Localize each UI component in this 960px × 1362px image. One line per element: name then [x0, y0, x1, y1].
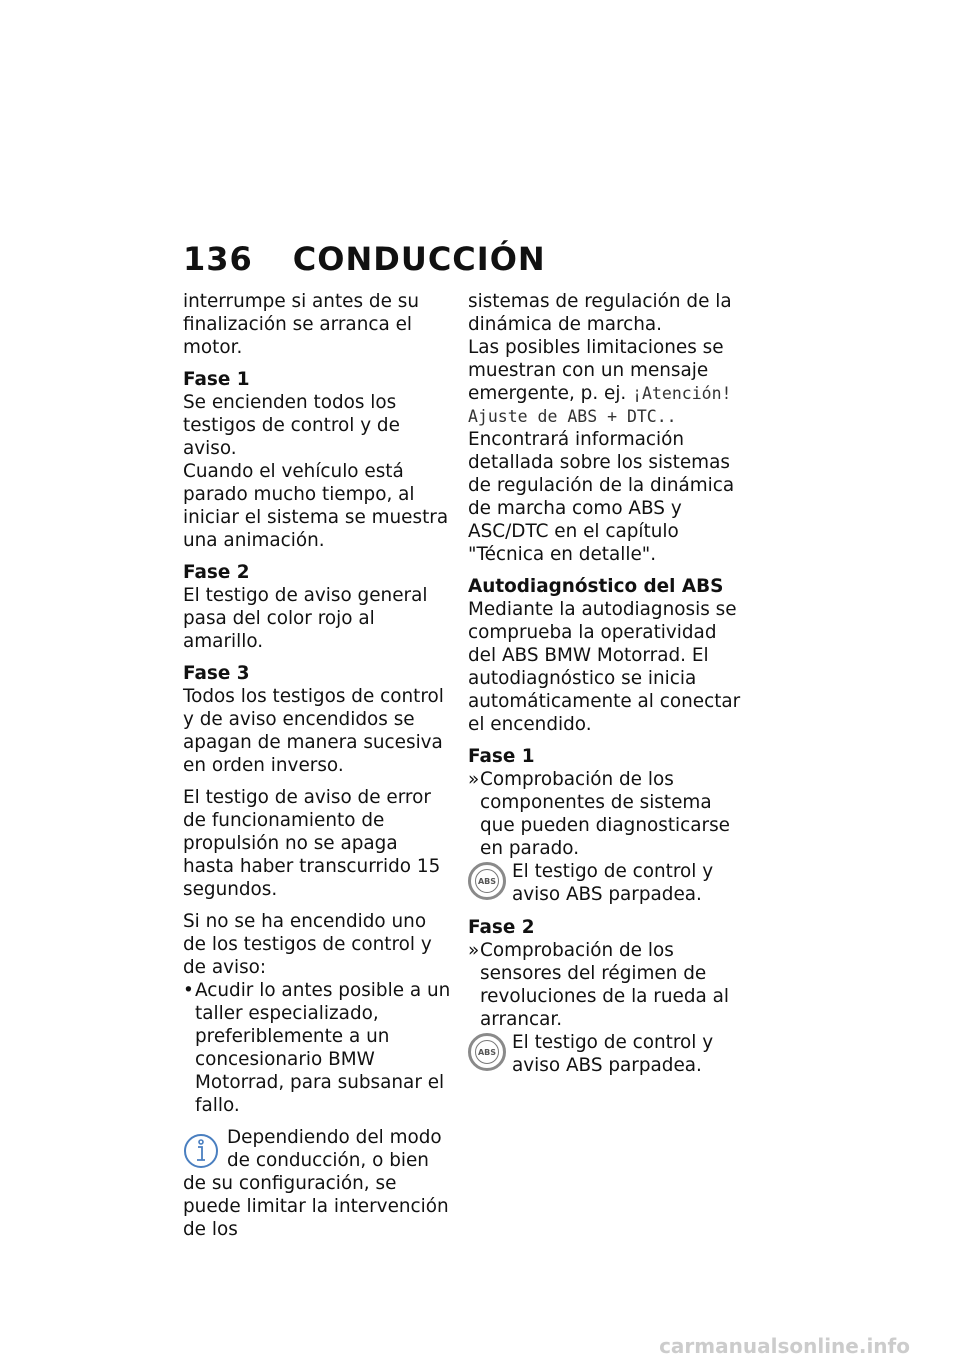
paragraph: Se encienden todos los testigos de control y de aviso.	[183, 392, 400, 459]
chapter-title: CONDUCCIÓN	[292, 240, 546, 278]
paragraph	[468, 336, 748, 428]
paragraph: Si no se ha encendido uno de los testigos de control y de aviso:	[183, 911, 432, 978]
paragraph: Cuando el vehículo está parado mucho tiempo, al iniciar el sistema se muestra una animación.	[183, 461, 449, 551]
step-item	[468, 939, 748, 1031]
paragraph-text: Las posibles limitaciones se muestran con un mensaje emergente, p. ej.	[468, 337, 724, 404]
abs-icon-label: ABS	[475, 1040, 499, 1064]
paragraph: sistemas de regulación de la dinámica de marcha.	[468, 291, 732, 335]
bullet-dot-icon: •	[183, 980, 194, 1001]
step-arrow-icon: »	[468, 769, 480, 790]
abs-self-diagnosis-heading: Autodiagnóstico del ABS	[468, 576, 724, 597]
step-text: Comprobación de los sensores del régimen de revoluciones de la rueda al arrancar.	[480, 940, 730, 1030]
paragraph: interrumpe si antes de su finalización se arranca el motor.	[183, 291, 419, 358]
phase-3-heading: Fase 3	[183, 663, 250, 684]
abs-icon-label: ABS	[475, 869, 499, 893]
abs-warning-icon	[468, 862, 506, 900]
step-item	[468, 768, 748, 860]
right-column	[468, 290, 748, 1087]
popup-message: ¡Atención! Ajuste de ABS + DTC..	[468, 384, 732, 426]
bullet-text: Acudir lo antes posible a un taller especializado, preferiblemente a un concesionario BMW Motorrad, para subsanar el fallo.	[195, 980, 451, 1116]
paragraph: El testigo de aviso de error de funcionamiento de propulsión no se apaga hasta haber transcurrido 15 segundos.	[183, 787, 441, 900]
page-number: 136	[183, 240, 253, 278]
step-text: Comprobación de los componentes de sistema que pueden diagnosticarse en parado.	[480, 769, 730, 859]
info-text: Dependiendo del modo de conducción, o bien de su configuración, se puede limitar la intervención de los	[183, 1127, 449, 1240]
page-header	[183, 240, 546, 278]
warning-lamp-note	[468, 1031, 748, 1077]
paragraph: Todos los testigos de control y de aviso encendidos se apagan de manera sucesiva en orden inverso.	[183, 686, 444, 776]
phase-2-heading: Fase 2	[183, 562, 250, 583]
paragraph: El testigo de aviso general pasa del color rojo al amarillo.	[183, 585, 428, 652]
info-note	[183, 1126, 451, 1241]
abs-phase-1-heading: Fase 1	[468, 746, 535, 767]
note-text: El testigo de control y aviso ABS parpadea.	[512, 861, 714, 905]
bullet-item	[183, 979, 451, 1117]
info-icon	[183, 1132, 219, 1170]
watermark: carmanualsonline.info	[659, 1334, 910, 1358]
step-arrow-icon: »	[468, 940, 480, 961]
paragraph: Encontrará información detallada sobre los sistemas de regulación de la dinámica de marcha como ABS y ASC/DTC en el capítulo "Técnica en detalle".	[468, 429, 735, 565]
warning-lamp-note	[468, 860, 748, 906]
left-column	[183, 290, 451, 1241]
abs-phase-2-heading: Fase 2	[468, 917, 535, 938]
phase-1-heading: Fase 1	[183, 369, 250, 390]
note-text: El testigo de control y aviso ABS parpadea.	[512, 1032, 714, 1076]
abs-warning-icon	[468, 1033, 506, 1071]
paragraph: Mediante la autodiagnosis se comprueba la operatividad del ABS BMW Motorrad. El autodiagnóstico se inicia automáticamente al conectar el encendido.	[468, 599, 741, 735]
